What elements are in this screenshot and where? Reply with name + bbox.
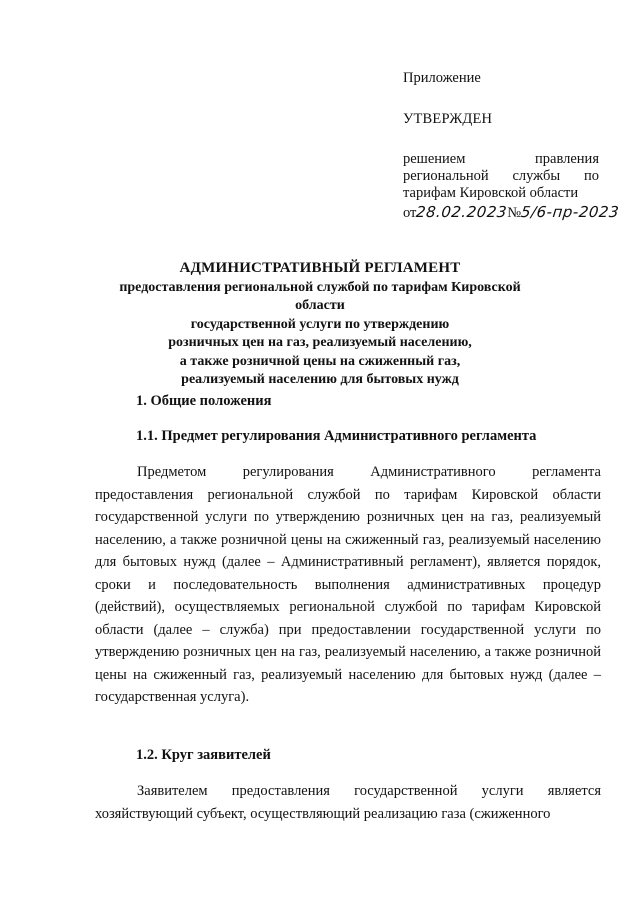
- approved-label: УТВЕРЖДЕН: [403, 111, 493, 127]
- date-prefix: от: [403, 205, 417, 221]
- approval-block: [403, 70, 621, 222]
- title-main: АДМИНИСТРАТИВНЫЙ РЕГЛАМЕНТ: [179, 260, 461, 276]
- decision-text: решением правления региональной службы по тарифам Кировской области: [403, 151, 599, 201]
- number-sign: №: [507, 205, 522, 221]
- appendix-label: Приложение: [403, 70, 481, 86]
- section-heading-1: 1. Общие положения: [136, 393, 272, 409]
- title-line: государственной услуги по утверждению: [190, 316, 450, 332]
- title-line: предоставления региональной службой по тарифам Кировской области: [119, 279, 521, 313]
- document-title: [100, 259, 540, 390]
- handwritten-number: 5/6-пр-2023: [520, 203, 621, 221]
- handwritten-date: 28.02.2023: [415, 203, 509, 221]
- body-paragraph-applicants: Заявителем предоставления государственной услуги является хозяйствующий субъект, осуществляющий реализацию газа (сжиженного: [95, 783, 601, 822]
- title-line: розничных цен на газ, реализуемый населению,: [168, 335, 472, 350]
- date-number-line: [403, 203, 621, 222]
- title-line: а также розничной цены на сжиженный газ,: [179, 353, 461, 369]
- body-paragraph-subject: Предметом регулирования Административного регламента предоставления региональной службой по тарифам Кировской области государственной услуги по утверждению розничных цен на газ, реализуемый населению, а также розничной цены на сжиженный газ, реализуемый населению для бытовых нужд (далее – Административный регламент), является порядок, сроки и последовательность выполнения административных процедур (действий), осуществляемых региональной службой по тарифам Кировской области (далее – служба) при предоставлении государственной услуги по утверждению розничных цен на газ, реализуемый населению, а также розничной цены на сжиженный газ, реализуемый населению для бытовых нужд (далее – государственная услуга).: [95, 464, 601, 705]
- section-heading-1-2: 1.2. Круг заявителей: [136, 747, 271, 763]
- section-heading-1-1: 1.1. Предмет регулирования Административного регламента: [136, 428, 537, 444]
- title-line: реализуемый населению для бытовых нужд: [181, 372, 459, 387]
